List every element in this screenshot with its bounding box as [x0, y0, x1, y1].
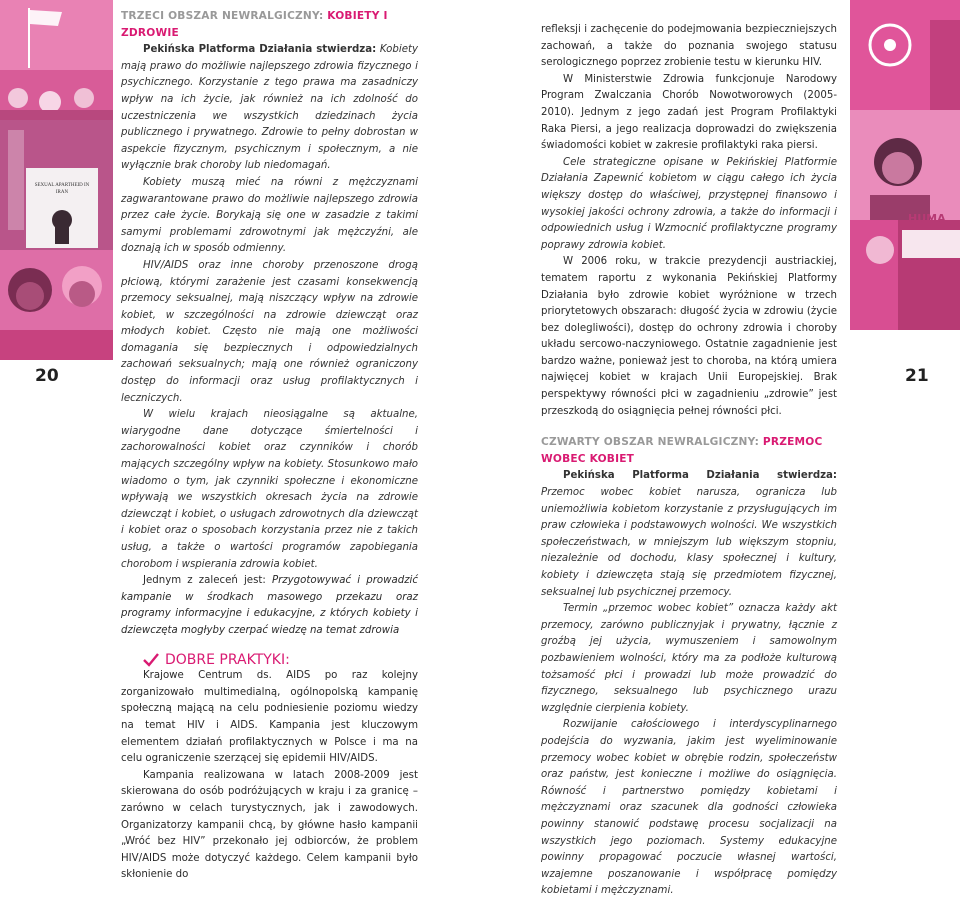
paragraph: Kampania realizowana w latach 2008-2009 jest skierowana do osób podróżujących w kraju i za granicę – zarówno w celach turystycznych, jak i zawodowych. Organizatorzy kampanii chcą, by główne hasło kampanii „Wróć bez HIV” przekonało jej odbiorców, że problem HIV/AIDS może dotyczyć każdego. Celem kampanii było skłonienie do [121, 769, 418, 881]
photo-protest-poster [0, 120, 113, 250]
best-practices-heading [143, 652, 418, 669]
paragraph: W Ministerstwie Zdrowia funkcjonuje Narodowy Program Zwalczania Chorób Nowotworowych (2005-2010). Jednym z jego zadań jest Program Profilaktyki Raka Piersi, a jego realizacja doprowadzi do zwiększenia świadomości kobiet w zakresie profilaktyki raka piersi. [541, 73, 837, 152]
left-photo-collage [0, 0, 113, 360]
photo-flag-emblem [850, 0, 960, 110]
paragraph: Pekińska Platforma Działania stwierdza: Przemoc wobec kobiet narusza, ogranicza lub uniemożliwia kobietom korzystanie z przysługujących im praw człowieka i podstawowych wolności. We wszystkich społeczeństwach, w mniejszym lub większym stopniu, niezależnie od dochodu, klasy społecznej i kultury, kobiety i dziewczęta stają się przedmiotem fizycznej, seksualnej lub psychicznej przemocy. [541, 470, 837, 598]
photo-woman-portrait [850, 110, 960, 220]
section-heading-prefix: CZWARTY OBSZAR NEWRALGICZNY: [541, 436, 763, 449]
lead-statement: Pekińska Platforma Działania stwierdza: [563, 470, 837, 482]
paragraph: Termin „przemoc wobec kobiet” oznacza każdy akt przemocy, zarówno publicznyjak i prywatny, łącznie z groźbą jej użycia, wymuszeniem i samowolnym pozbawieniem wolności, który ma za podłoże kulturową tożsamość płci i prowadzi lub może prowadzić do fizycznego, seksualnego lub psychicznego urazu względnie cierpienia kobiety. [541, 603, 837, 714]
page-number-left: 20 [35, 366, 59, 386]
section-heading-topic: PRZEMOC WOBEC KOBIET [541, 436, 823, 465]
section-heading-violence [541, 434, 837, 467]
lead-statement: Pekińska Platforma Działania stwierdza: [143, 44, 377, 56]
photo-banner-protest [850, 212, 960, 330]
paragraph: Rozwijanie całościowego i interdyscyplinarnego podejścia do wyzwania, jakim jest wyeliminowanie przemocy wobec kobiet w obrębie rodzin, społeczeństw oraz państw, jest konieczne i możliwe do osiągnięcia. Równość i partnerstwo pomiędzy kobietami i mężczyznami oraz szacunek dla godności człowieka powinny stanowić podstawę procesu socjalizacji na wszystkich jego poziomach. Systemy edukacyjne powinny propagować poczucie własnej wartości, wzajemne poszanowanie i współpracę pomiędzy kobietami i mężczyznami. [541, 719, 837, 897]
best-practices-label: DOBRE PRAKTYKI: [165, 651, 290, 668]
paragraph: refleksji i zachęcenie do podejmowania bezpieczniejszych zachowań, a także do poznania swojego statusu serologicznego poprzez zrobienie testu w kierunku HIV. [541, 24, 837, 69]
left-page-column [121, 0, 418, 884]
poster-title: SEXUAL APARTHEID IN IRAN [34, 183, 90, 195]
right-photo-collage [850, 0, 960, 330]
page-number-right: 21 [905, 366, 929, 386]
section-heading-prefix: TRZECI OBSZAR NEWRALGICZNY: [121, 10, 328, 22]
paragraph: Krajowe Centrum ds. AIDS po raz kolejny zorganizowało multimedialną, ogólnopolską kampanię społeczną mającą na celu podniesienie poziomu wiedzy na temat HIV i AIDS. Kampania jest kluczowym elementem działań profilaktycznych w Polsce i ma na celu ograniczenie szerzącej się epidemii HIV/AIDS. [121, 670, 418, 765]
paragraph: HIV/AIDS oraz inne choroby przenoszone drogą płciową, którymi zarażenie jest czasami konsekwencją przemocy seksualnej, mają niszczący wpływ na zdrowie kobiet, w szczególności na zdrowie dziewcząt oraz młodych kobiet. Często nie mają one możliwości domagania się bezpiecznych i odpowiedzialnych zachowań seksualnych; mają one również ograniczony dostęp do informacji oraz usług profilaktycznych i leczniczych. [121, 259, 418, 404]
paragraph: Pekińska Platforma Działania stwierdza: Kobiety mają prawo do możliwie najlepszego zdrowia fizycznego i psychicznego. Korzystanie z tego prawa ma zasadniczy wpływ na ich życie, jak również na ich zdolność do uczestniczenia we wszystkich dziedzinach życia publicznego i prywatnego. Zdrowie to pełny dobrostan w aspekcie fizycznym, psychicznym i społecznym, a nie wyłącznie brak choroby lub niedomagań. [121, 44, 418, 172]
paragraph: Kobiety muszą mieć na równi z mężczyznami zagwarantowane prawo do możliwie najlepszego zdrowia przez całe życie. Borykają się one w zasadzie z takimi samymi problemami zdrowotnymi jak mężczyźni, ale doznają ich w sposób odmienny. [121, 176, 418, 255]
photo-smiling-women [0, 250, 113, 360]
section-heading-topic: KOBIETY I ZDROWIE [121, 10, 388, 39]
paragraph: Jednym z zaleceń jest: Przygotowywać i prowadzić kampanie w środkach masowego przekazu oraz programy informacyjne i edukacyjne, z których kobiety i dziewczęta mogłyby czerpać wiedzę na temat zdrowia [121, 575, 418, 636]
photo-rally-flags [0, 0, 113, 120]
paragraph: Cele strategiczne opisane w Pekińskiej Platformie Działania Zapewnić kobietom w ciągu całego ich życia większy dostęp do właściwej, przystępnej finansowo i wysokiej jakości ochrony zdrowia, a także do informacji i odpowiednich usług i Wzmocnić profilaktyczne programy poprawy zdrowia kobiet. [541, 156, 837, 251]
right-page-column [541, 0, 837, 900]
paragraph: W wielu krajach nieosiągalne są aktualne, wiarygodne dane dotyczące śmiertelności i zachorowalności kobiet oraz czynników i chorób mających szczególny wpływ na kobiety. Stosunkowo mało wiadomo o tym, jak czynniki społeczne i ekonomiczne wpływają we wszystkich okresach życia na zdrowie dziewcząt i kobiet, o usługach zdrowotnych dla dziewcząt i kobiet oraz o sposobach korzystania przez nie z takich usług, a także o wartości programów zapobiegania chorobom i wspierania zdrowia kobiet. [121, 409, 418, 570]
paragraph: W 2006 roku, w trakcie prezydencji austriackiej, tematem raportu z wykonania Pekińskiej Platformy Działania było zdrowie kobiet wyróżnione w trzech priorytetowych obszarach: długość życia w zdrowiu (życie bez dolegliwości), dostęp do ochrony zdrowia i choroby układu sercowo-naczyniowego. Ostatnie zagadnienie jest bardzo ważne, ponieważ jest to choroba, na którą umiera najwięcej kobiet w krajach Unii Europejskiej. Brak perspektywy równości płci w zagadnieniu „zdrowie” jest przeszkodą do osiągnięcia pełnej równości płci. [541, 256, 837, 417]
section-heading-health [121, 8, 418, 41]
checkmark-icon [143, 653, 159, 667]
banner-word: HUMA [908, 212, 946, 225]
